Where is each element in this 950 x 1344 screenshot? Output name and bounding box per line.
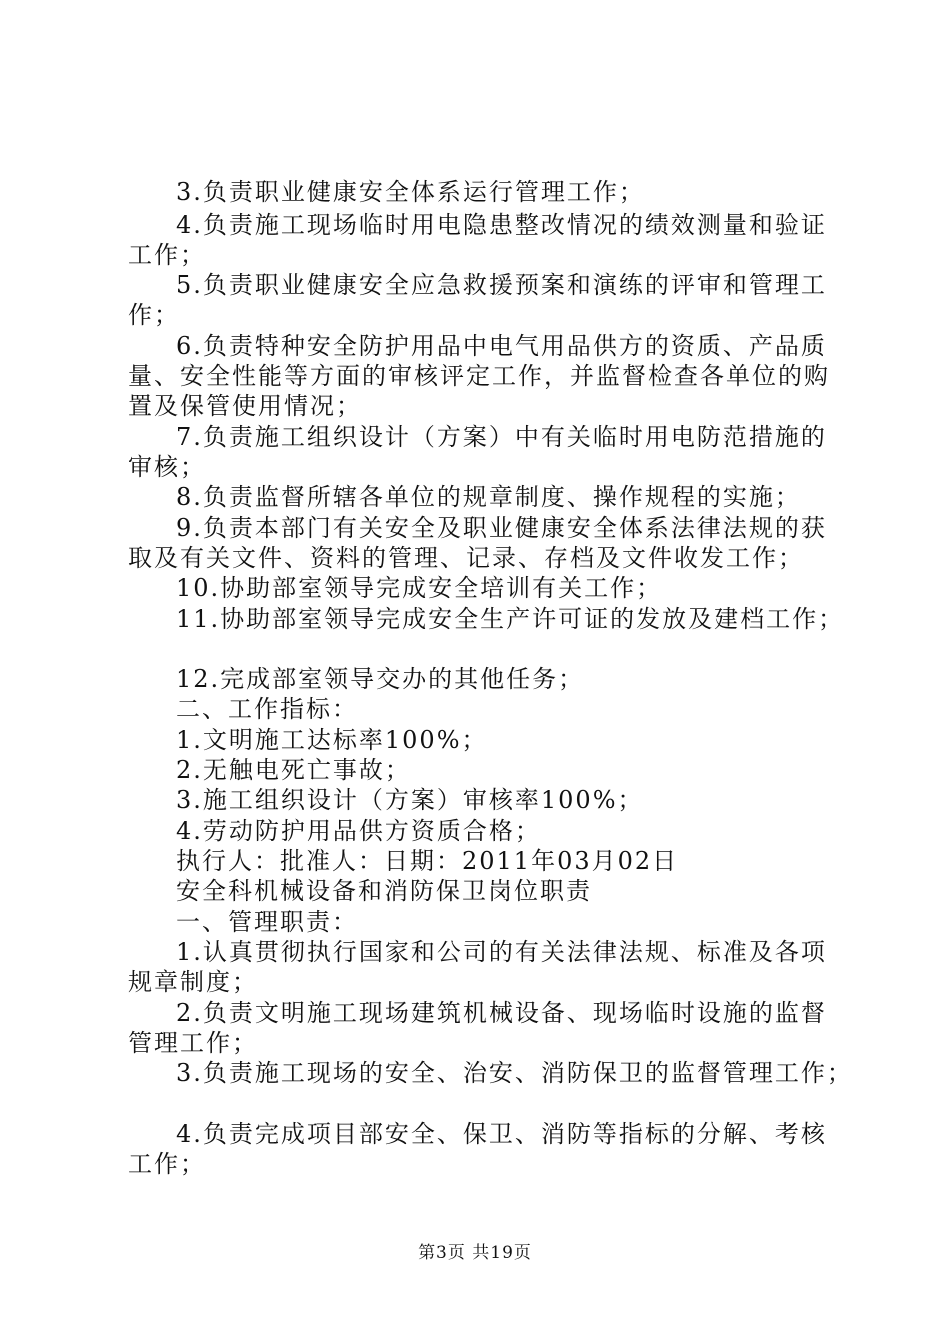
text-line: 6.负责特种安全防护用品中电气用品供方的资质、产品质 — [176, 332, 827, 360]
text-line: 4.负责完成项目部安全、保卫、消防等指标的分解、考核 — [176, 1120, 827, 1148]
text-line: 规章制度； — [128, 968, 258, 996]
text-line: 5.负责职业健康安全应急救援预案和演练的评审和管理工 — [176, 271, 827, 299]
text-line: 3.负责职业健康安全体系运行管理工作； — [176, 178, 645, 206]
text-line: 10.协助部室领导完成安全培训有关工作； — [176, 574, 663, 602]
text-line: 8.负责监督所辖各单位的规章制度、操作规程的实施； — [176, 483, 801, 511]
text-line: 7.负责施工组织设计（方案）中有关临时用电防范措施的 — [176, 423, 827, 451]
text-line: 2.负责文明施工现场建筑机械设备、现场临时设施的监督 — [176, 999, 827, 1027]
text-line: 1.文明施工达标率100%； — [176, 726, 488, 754]
text-line: 工作； — [128, 241, 206, 269]
text-line: 3.负责施工现场的安全、治安、消防保卫的监督管理工作； — [176, 1059, 853, 1087]
text-line: 12.完成部室领导交办的其他任务； — [176, 665, 585, 693]
text-line: 执行人：批准人：日期：2011年03月02日 — [176, 847, 679, 875]
text-line: 工作； — [128, 1150, 206, 1178]
text-line: 置及保管使用情况； — [128, 392, 362, 420]
page-number-footer: 第3页 共19页 — [418, 1243, 532, 1263]
text-line: 2.无触电死亡事故； — [176, 756, 411, 784]
text-line: 审核； — [128, 453, 206, 481]
text-line: 一、管理职责： — [176, 908, 358, 936]
text-line: 量、安全性能等方面的审核评定工作，并监督检查各单位的购 — [128, 362, 830, 390]
text-line: 11.协助部室领导完成安全生产许可证的发放及建档工作； — [176, 605, 845, 633]
text-line: 9.负责本部门有关安全及职业健康安全体系法律法规的获 — [176, 514, 827, 542]
text-line: 4.负责施工现场临时用电隐患整改情况的绩效测量和验证 — [176, 211, 827, 239]
text-line: 取及有关文件、资料的管理、记录、存档及文件收发工作； — [128, 544, 804, 572]
text-line: 安全科机械设备和消防保卫岗位职责 — [176, 877, 592, 905]
text-line: 作； — [128, 301, 180, 329]
text-line: 1.认真贯彻执行国家和公司的有关法律法规、标准及各项 — [176, 938, 827, 966]
text-line: 二、工作指标： — [176, 695, 358, 723]
text-line: 管理工作； — [128, 1029, 258, 1057]
text-line: 3.施工组织设计（方案）审核率100%； — [176, 786, 644, 814]
text-line: 4.劳动防护用品供方资质合格； — [176, 817, 541, 845]
